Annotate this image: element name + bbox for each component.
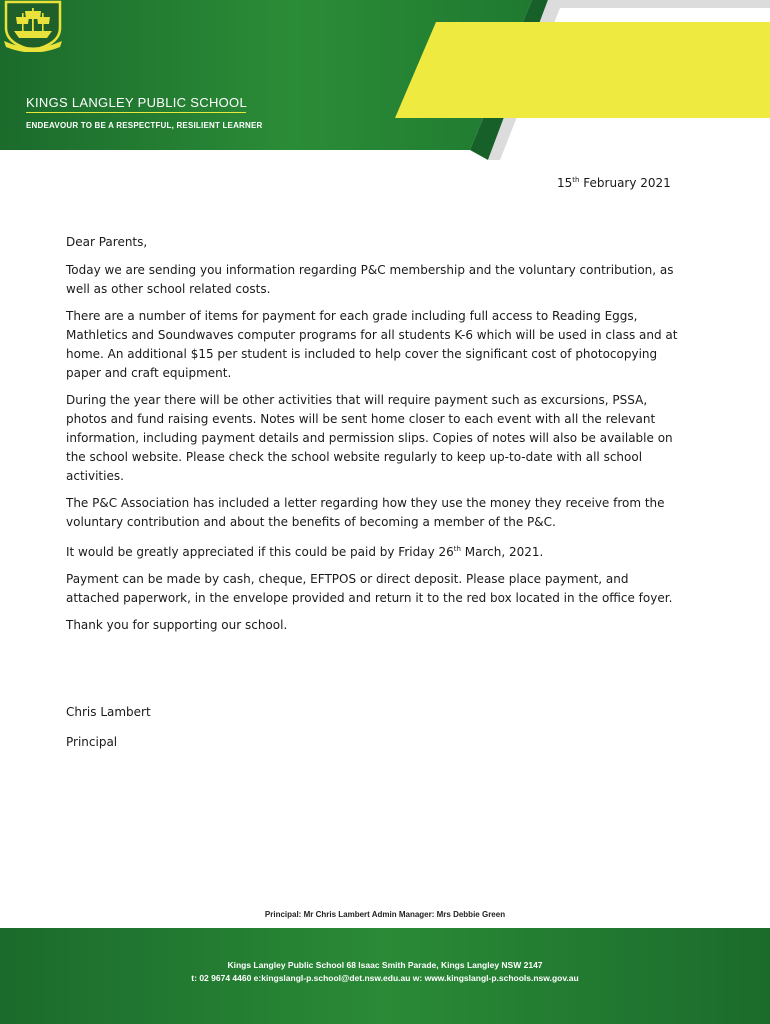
- paragraph-payment: Payment can be made by cash, cheque, EFTPOS or direct deposit. Please place payment, and attached paperwork, in the envelope provided and return it to the red box located in the office foyer.: [66, 572, 673, 605]
- paragraph-activities: During the year there will be other activities that will require payment such as excursions, PSSA, photos and fund raising events. Notes will be sent home closer to each event with all the relevant information, including payment details and permission slips. Copies of notes will also be available on the school website. Please check the school website regularly to keep up-to-date with all school activities.: [66, 393, 673, 483]
- closing-line: Thank you for supporting our school.: [66, 618, 288, 632]
- signatory-title: Principal: [66, 735, 118, 749]
- yellow-banner-shape: [395, 22, 770, 118]
- salutation: Dear Parents,: [66, 235, 148, 249]
- school-name: KINGS LANGLEY PUBLIC SCHOOL: [26, 95, 247, 110]
- signatory-name: Chris Lambert: [66, 705, 151, 719]
- footer-address: Kings Langley Public School 68 Isaac Smith Parade, Kings Langley NSW 2147: [227, 960, 543, 970]
- school-crest-ship-icon: [0, 0, 66, 52]
- staff-line: Principal: Mr Chris Lambert Admin Manager: Mrs Debbie Green: [264, 910, 506, 919]
- paragraph-pandc: The P&C Association has included a letter regarding how they use the money they receive from the voluntary contribution and about the benefits of becoming a member of the P&C.: [66, 496, 665, 529]
- school-name-underline: [26, 112, 246, 113]
- date-ordinal: th: [572, 176, 580, 184]
- paragraph-items: There are a number of items for payment for each grade including full access to Reading Eggs, Mathletics and Soundwaves computer programs for all students K-6 which will be used in class and at home. An additional $15 per student is included to help cover the significant cost of photocopying paper and craft equipment.: [66, 309, 678, 380]
- footer-contact: t: 02 9674 4460 e:kingslangl-p.school@det.nsw.edu.au w: www.kingslangl-p.schools.nsw.gov.au: [191, 973, 579, 983]
- letterhead-banner: [0, 0, 770, 160]
- letter-date: 15th February 2021: [557, 176, 671, 190]
- banner-graphic: [0, 0, 770, 160]
- paragraph-intro: Today we are sending you information regarding P&C membership and the voluntary contribution, as well as other school related costs.: [66, 263, 674, 296]
- letter-body: [66, 233, 684, 635]
- footer-banner: [0, 928, 770, 1024]
- school-motto: ENDEAVOUR TO BE A RESPECTFUL, RESILIENT LEARNER: [26, 121, 263, 130]
- paragraph-due-date: It would be greatly appreciated if this could be paid by Friday 26th March, 2021.: [66, 545, 544, 559]
